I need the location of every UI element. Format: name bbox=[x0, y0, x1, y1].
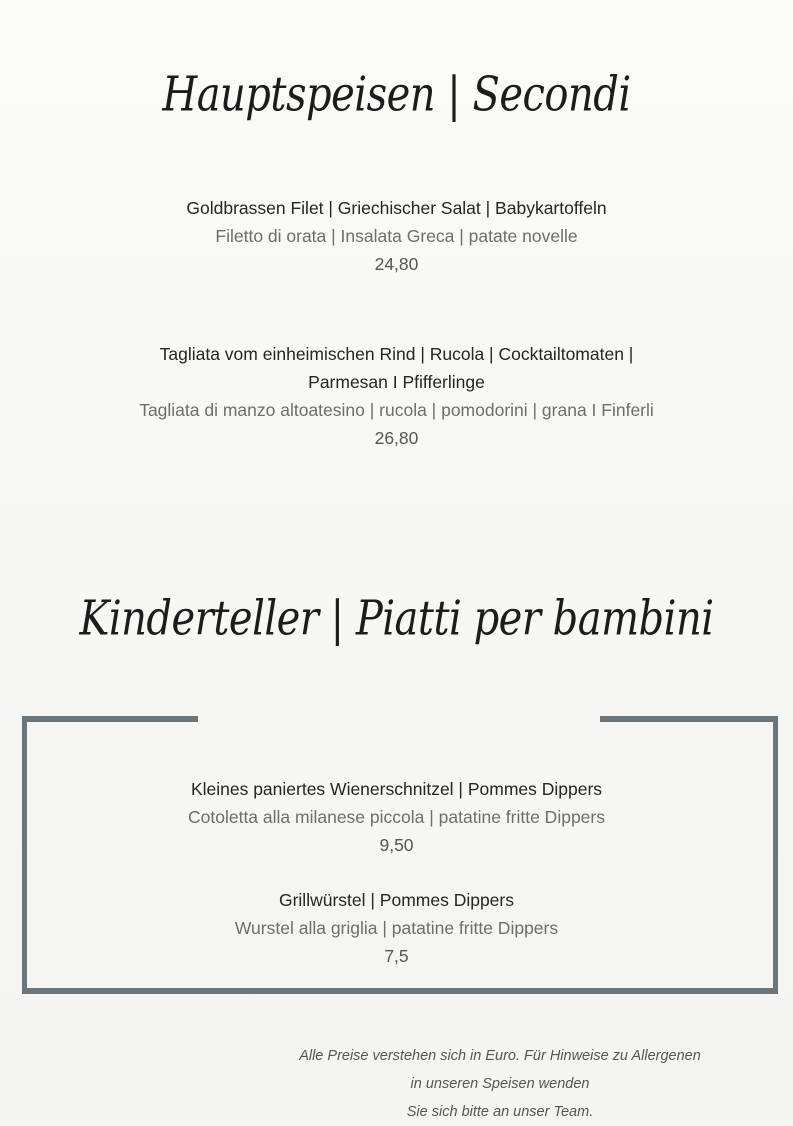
dish-name-it: Filetto di orata | Insalata Greca | patate novelle bbox=[215, 226, 578, 246]
dish-name-de: Grillwürstel | Pommes Dippers bbox=[278, 890, 514, 910]
dish-name-de: Kleines paniertes Wienerschnitzel | Pommes Dippers bbox=[190, 779, 603, 799]
dish-price: 26,80 bbox=[374, 428, 419, 448]
dish-price: 9,50 bbox=[379, 835, 414, 855]
footer-line-3: Sie sich bitte an unser Team. bbox=[406, 1104, 594, 1120]
dish-name-de-line2: Parmesan I Pfifferlinge bbox=[308, 372, 485, 392]
dish-name-de-line1: Tagliata vom einheimischen Rind | Rucola | Cocktailtomaten | bbox=[159, 344, 634, 364]
kids-dish-wuerstel bbox=[0, 886, 793, 970]
frame-border-top-right bbox=[600, 716, 778, 722]
section-title-kids: Kinderteller | Piatti per bambini bbox=[79, 591, 714, 647]
price-allergen-note bbox=[220, 1042, 780, 1126]
section-title-main-courses: Hauptspeisen | Secondi bbox=[162, 67, 631, 123]
frame-border-bottom bbox=[22, 988, 778, 994]
frame-border-top-left bbox=[22, 716, 198, 722]
dish-goldbrassen bbox=[0, 194, 793, 278]
dish-price: 7,5 bbox=[384, 946, 409, 966]
dish-name-it: Wurstel alla griglia | patatine fritte Dippers bbox=[234, 918, 559, 938]
dish-name-it: Cotoletta alla milanese piccola | patatine fritte Dippers bbox=[188, 807, 605, 827]
dish-price: 24,80 bbox=[374, 254, 419, 274]
dish-name-it: Tagliata di manzo altoatesino | rucola | pomodorini | grana I Finferli bbox=[139, 400, 654, 420]
kids-dish-schnitzel bbox=[0, 775, 793, 859]
dish-name-de: Goldbrassen Filet | Griechischer Salat | Babykartoffeln bbox=[186, 198, 607, 218]
footer-line-1: Alle Preise verstehen sich in Euro. Für Hinweise zu Allergenen bbox=[299, 1048, 701, 1064]
dish-tagliata bbox=[0, 340, 793, 452]
footer-line-2: in unseren Speisen wenden bbox=[410, 1076, 590, 1092]
